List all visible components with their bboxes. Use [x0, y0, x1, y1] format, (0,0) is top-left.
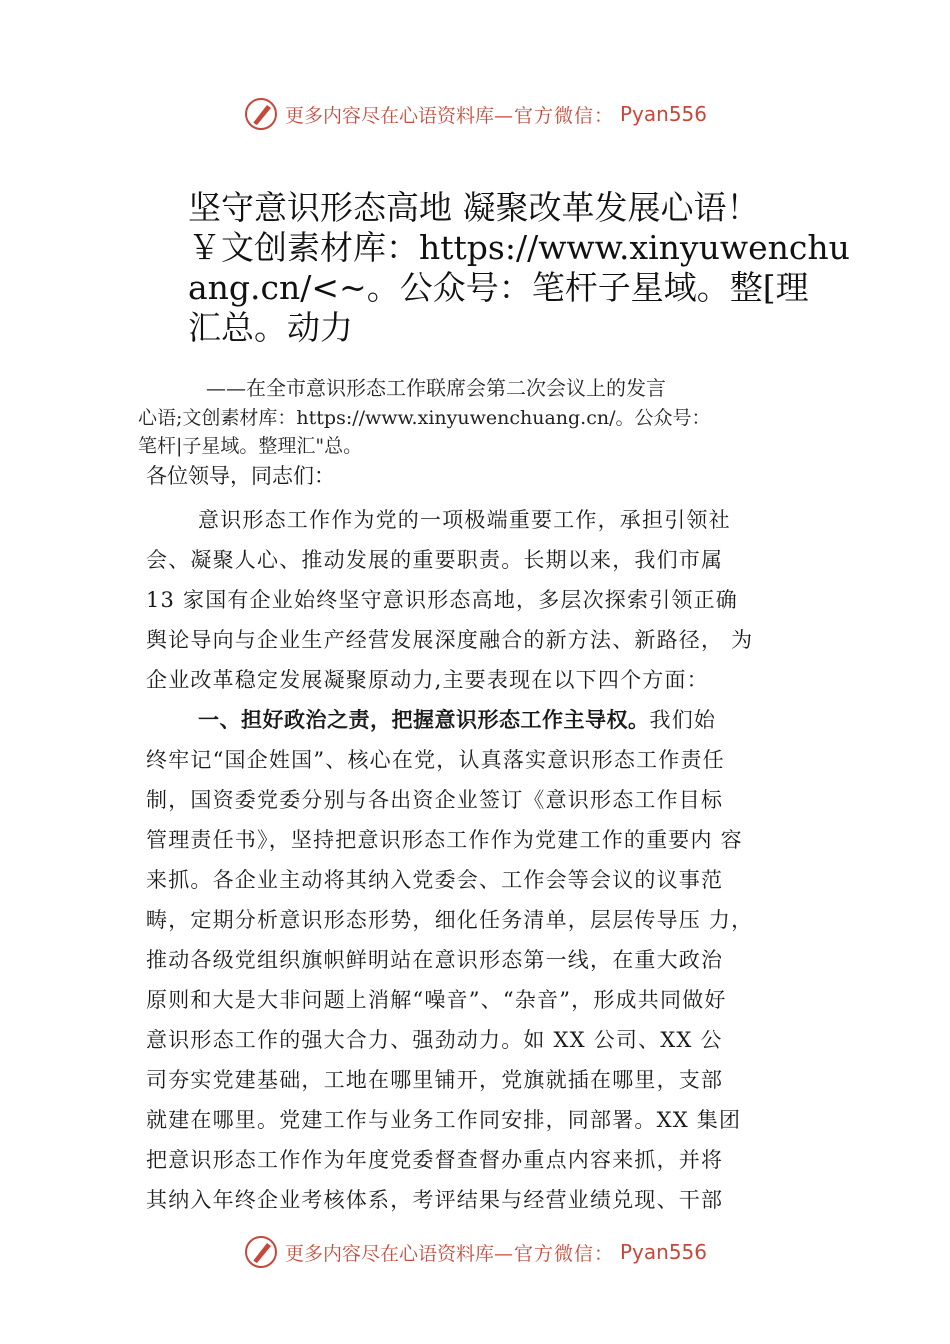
title-line: ang.cn/<~。公众号：笔杆子星域。整[理: [188, 268, 809, 307]
section-heading-line: [146, 700, 818, 740]
paragraph-line: 企业改革稳定发展凝聚原动力,主要表现在以下四个方面：: [146, 668, 709, 692]
document-body: [146, 500, 818, 1220]
source-note-line: 心语;文创素材库：https://www.xinyuwenchuang.cn/。公众号：: [138, 407, 711, 429]
banner-main-text: 更多内容尽在心语资料库: [284, 104, 494, 127]
paragraph-line: 意识形态工作作为党的一项极端重要工作，承担引领社: [198, 508, 731, 532]
source-note-line: 笔杆|子星域。整理汇"总。: [138, 435, 363, 457]
source-note: [138, 404, 858, 460]
paragraph-line: 舆论导向与企业生产经营发展深度融合的新方法、新路径， 为: [146, 628, 754, 652]
banner-main-text: 更多内容尽在心语资料库: [284, 1242, 494, 1265]
banner-sub-text: —官方微信：: [493, 104, 614, 127]
paragraph-line: 畴，定期分析意识形态形势，细化任务清单，层层传导压 力，: [146, 908, 754, 932]
banner-sub-text: —官方微信：: [493, 1242, 614, 1265]
footer-banner: [0, 1230, 950, 1274]
paragraph-line: 意识形态工作的强大合力、强劲动力。如 XX 公司、XX 公: [146, 1028, 723, 1052]
paragraph-line: 原则和大是大非问题上消解“噪音”、“杂音”，形成共同做好: [146, 988, 727, 1012]
pen-nib-logo-icon: [243, 1234, 279, 1270]
header-banner: [0, 92, 950, 136]
title-line: 汇总。动力: [188, 308, 353, 347]
paragraph-line: 就建在哪里。党建工作与业务工作同安排，同部署。XX 集团: [146, 1108, 742, 1132]
paragraph-line: 司夯实党建基础，工地在哪里铺开，党旗就插在哪里，支部: [146, 1068, 724, 1092]
paragraph-line: 来抓。各企业主动将其纳入党委会、工作会等会议的议事范: [146, 868, 724, 892]
section-heading-tail: 我们始: [649, 708, 717, 732]
paragraph-line: 推动各级党组织旗帜鲜明站在意识形态第一线，在重大政治: [146, 948, 724, 972]
paragraph-line: 13 家国有企业始终坚守意识形态高地，多层次探索引领正确: [146, 588, 738, 612]
section-heading: 一、担好政治之责，把握意识形态工作主导权。: [198, 708, 650, 732]
banner-wechat-id: Pyan556: [620, 1240, 708, 1264]
banner-wechat-id: Pyan556: [620, 102, 708, 126]
title-line: ￥文创素材库：https://www.xinyuwenchu: [188, 228, 850, 267]
paragraph-line: 把意识形态工作作为年度党委督查督办重点内容来抓，并将: [146, 1148, 724, 1172]
document-title: [188, 188, 868, 348]
paragraph-line: 制，国资委党委分别与各出资企业签订《意识形态工作目标: [146, 788, 724, 812]
document-subtitle: ——在全市意识形态工作联席会第二次会议上的发言: [206, 376, 666, 400]
paragraph-line: 终牢记“国企姓国”、核心在党，认真落实意识形态工作责任: [146, 748, 725, 772]
paragraph-line: 其纳入年终企业考核体系，考评结果与经营业绩兑现、干部: [146, 1188, 724, 1212]
title-line: 坚守意识形态高地 凝聚改革发展心语！: [188, 188, 760, 227]
paragraph-line: 管理责任书》，坚持把意识形态工作作为党建工作的重要内 容: [146, 828, 743, 852]
paragraph-line: 会、凝聚人心、推动发展的重要职责。长期以来，我们市属: [146, 548, 724, 572]
greeting: 各位领导，同志们：: [146, 464, 335, 488]
pen-nib-logo-icon: [243, 96, 279, 132]
